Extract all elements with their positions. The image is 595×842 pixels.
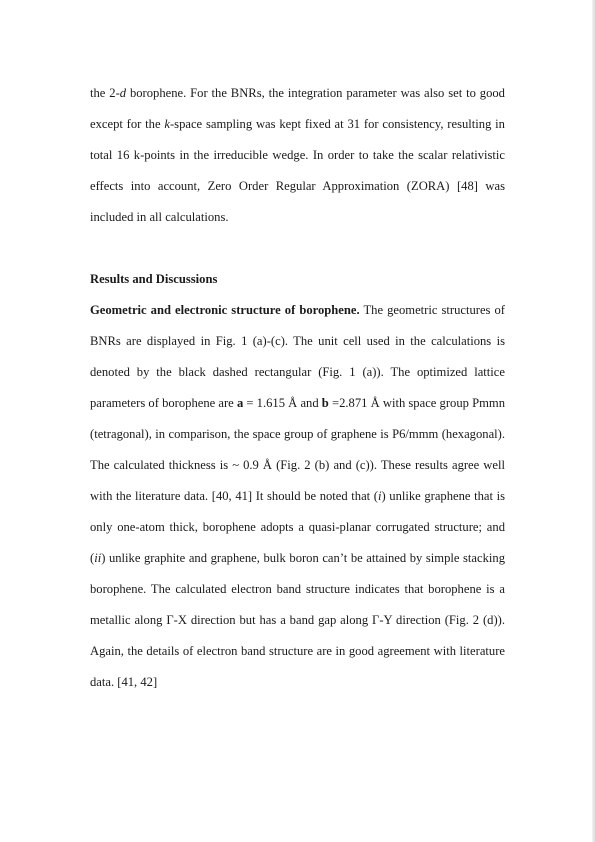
paragraph-methods-continued [90, 78, 505, 233]
italic-ii: ii [94, 551, 102, 565]
document-page [90, 78, 505, 698]
section-heading: Results and Discussions [90, 272, 218, 286]
paragraph-results [90, 295, 505, 698]
text-run: The geometric structures of BNRs are displayed in Fig. 1 (a)-(c). The unit cell used in the calculations is denoted by the black dashed rectangular (Fig. 1 (a)). The optimized lattice parameters of borophene are [90, 303, 505, 410]
italic-i: i [377, 489, 382, 503]
text-run: = 1.615 Å and [243, 396, 322, 410]
bold-b: b [321, 396, 329, 410]
italic-d: d [119, 86, 127, 100]
italic-k: k [164, 117, 170, 131]
text-run: ) unlike graphite and graphene, bulk boron can’t be attained by simple stacking borophene. The calculated electron band structure indicates that borophene is a metallic along Γ-X direction but has a band gap along Γ-Y direction (Fig. 2 (d)). Again, the details of electron band structure are in good agreement with literature data. [41, 42] [90, 551, 505, 689]
text-run: =2.871 Å with space group Pmmn (tetragonal), in comparison, the space group of graphene is P6/mmm (hexagonal). The calculated thickness is ~ 0.9 Å (Fig. 2 (b) and (c)). These results agree well with the literature data. [40, 41] It should be noted that ( [90, 396, 505, 503]
text-run: borophene. For the BNRs, the integration parameter was also set to good except for the [90, 86, 505, 131]
text-run: -space sampling was kept fixed at 31 for consistency, resulting in total 16 k-points in the irreducible wedge. In order to take the scalar relativistic effects into account, Zero Order Regular Approximation (ZORA) [48] was included in all calculations. [90, 117, 505, 224]
text-run: ) unlike graphene that is only one-atom thick, borophene adopts a quasi-planar corrugated structure; and ( [90, 489, 505, 565]
run-in-heading: Geometric and electronic structure of borophene. [90, 303, 360, 317]
bold-a: a [236, 396, 244, 410]
paragraph-spacer [90, 233, 505, 264]
text-run: the 2- [90, 86, 120, 100]
